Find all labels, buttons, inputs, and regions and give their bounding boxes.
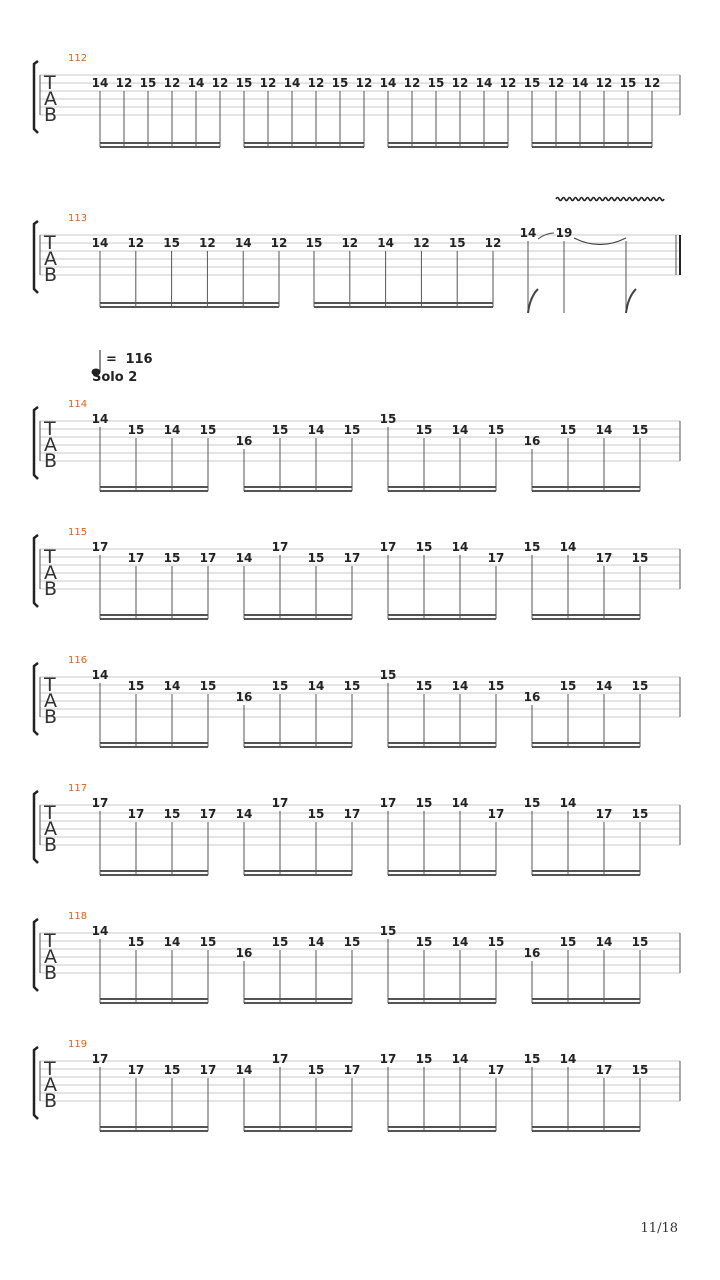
system-bracket [34,1047,38,1119]
fret-number: 14 [307,679,325,693]
staff-system [34,198,680,314]
fret-number: 15 [127,679,145,693]
fret-number: 14 [307,935,325,949]
fret-number: 14 [451,796,469,810]
fret-number: 15 [199,423,217,437]
fret-number: 15 [448,236,466,250]
fret-number: 14 [187,76,205,90]
fret-number: 14 [559,1052,577,1066]
tab-letter: A [44,562,57,584]
fret-number: 15 [343,935,361,949]
fret-number: 14 [559,796,577,810]
fret-number: 14 [451,935,469,949]
fret-number: 15 [163,236,180,250]
fret-number: 15 [271,679,289,693]
tab-letter: A [44,818,57,840]
tab-letter: A [44,946,57,968]
fret-number: 15 [523,540,541,554]
fret-number: 15 [199,679,217,693]
fret-number: 15 [487,423,505,437]
fret-number: 12 [307,76,325,90]
fret-number: 14 [234,236,252,250]
fret-number: 15 [559,679,577,693]
page-number: 11/18 [640,1221,678,1236]
tab-letter: T [44,1058,56,1080]
fret-number: 17 [91,796,109,810]
fret-number: 14 [91,236,109,250]
staff-system [34,53,680,147]
bend-slur [538,233,554,239]
tab-letter: T [44,802,56,824]
fret-number: 15 [379,924,397,938]
fret-number: 12 [547,76,565,90]
fret-number: 14 [163,679,181,693]
fret-number: 15 [487,679,505,693]
fret-number: 12 [484,236,502,250]
fret-number: 15 [631,1063,649,1077]
tab-letter: B [44,578,58,600]
tab-letter: T [44,674,56,696]
fret-number: 14 [379,76,397,90]
fret-number: 14 [559,540,577,554]
staff-system [34,527,680,619]
fret-number: 17 [271,796,289,810]
measure-number: 113 [68,213,88,224]
staff-system [34,399,680,491]
fret-number: 15 [379,412,397,426]
fret-number: 15 [619,76,637,90]
fret-number: 15 [127,423,145,437]
staff-system [34,783,680,875]
tab-letter: T [44,232,56,254]
staff-system [34,911,680,1003]
fret-number: 14 [377,236,394,250]
fret-number: 15 [427,76,445,90]
fret-number: 17 [487,807,505,821]
note-flag [528,289,538,313]
fret-number: 12 [270,236,288,250]
measure-number: 119 [68,1039,88,1050]
fret-number: 17 [595,807,613,821]
fret-number: 15 [331,76,349,90]
fret-number: 17 [379,796,397,810]
fret-number: 12 [199,236,216,250]
tab-letter: B [44,962,58,984]
fret-number: 17 [379,540,397,554]
fret-number: 12 [341,236,359,250]
fret-number: 15 [379,668,397,682]
fret-number: 17 [343,1063,361,1077]
measure-number: 116 [68,655,88,666]
fret-number: 17 [127,1063,145,1077]
fret-number: 16 [235,434,253,448]
fret-number: 15 [305,236,323,250]
fret-number: 14 [283,76,301,90]
fret-number: 12 [163,76,181,90]
fret-number: 17 [199,807,217,821]
tab-letter: T [44,418,56,440]
fret-number: 14 [475,76,493,90]
fret-number: 15 [343,423,361,437]
fret-number: 15 [631,807,649,821]
fret-number: 12 [211,76,229,90]
vibrato-mark [556,198,664,201]
fret-number: 16 [523,946,541,960]
fret-number: 14 [451,679,469,693]
fret-number: 15 [631,679,649,693]
fret-number: 17 [379,1052,397,1066]
fret-number: 14 [451,540,469,554]
fret-number: 17 [127,551,145,565]
measure-number: 115 [68,527,88,538]
fret-number: 15 [631,551,649,565]
fret-number: 15 [343,679,361,693]
fret-number: 15 [487,935,505,949]
fret-number: 15 [631,935,649,949]
section-label: Solo 2 [92,370,138,385]
fret-number: 14 [235,1063,253,1077]
fret-number: 14 [307,423,325,437]
bend-to-fret: 19 [555,226,573,240]
fret-number: 14 [595,679,613,693]
fret-number: 15 [163,1063,181,1077]
tempo-bpm: 116 [125,352,153,367]
fret-number: 14 [91,76,109,90]
tab-letter: B [44,706,58,728]
fret-number: 14 [571,76,589,90]
tab-letter: B [44,1090,58,1112]
fret-number: 14 [235,551,253,565]
measure-number: 114 [68,399,88,410]
fret-number: 15 [307,551,325,565]
fret-number: 17 [271,540,289,554]
fret-number: 15 [415,679,433,693]
fret-number: 15 [271,423,289,437]
measure-number: 118 [68,911,88,922]
fret-number: 15 [271,935,289,949]
fret-number: 12 [115,76,133,90]
fret-number: 14 [595,935,613,949]
fret-number: 16 [235,690,253,704]
fret-number: 12 [643,76,661,90]
tab-letter: A [44,248,57,270]
fret-number: 12 [451,76,469,90]
fret-number: 12 [499,76,517,90]
fret-number: 14 [451,1052,469,1066]
fret-number: 12 [127,236,145,250]
fret-number: 17 [91,540,109,554]
fret-number: 15 [559,935,577,949]
tempo-marking [92,350,153,385]
fret-number: 17 [91,1052,109,1066]
fret-number: 17 [199,1063,217,1077]
system-bracket [34,61,38,133]
tab-letter: A [44,690,57,712]
tab-letter: A [44,434,57,456]
tab-letter: A [44,1074,57,1096]
bend-from-fret: 14 [519,226,537,240]
fret-number: 14 [91,668,109,682]
fret-number: 15 [415,423,433,437]
fret-number: 15 [127,935,145,949]
fret-number: 14 [91,412,109,426]
fret-number: 17 [343,551,361,565]
tab-letter: T [44,930,56,952]
fret-number: 15 [415,935,433,949]
system-bracket [34,407,38,479]
fret-number: 12 [259,76,277,90]
fret-number: 14 [163,935,181,949]
tab-letter: A [44,88,57,110]
fret-number: 12 [403,76,421,90]
tab-letter: T [44,72,56,94]
fret-number: 14 [91,924,109,938]
tie-arc [574,238,626,245]
fret-number: 14 [163,423,181,437]
fret-number: 15 [523,796,541,810]
fret-number: 17 [595,551,613,565]
staff-system [34,655,680,747]
system-bracket [34,919,38,991]
tab-letter: T [44,546,56,568]
fret-number: 15 [415,796,433,810]
fret-number: 16 [523,690,541,704]
fret-number: 17 [127,807,145,821]
tab-letter: B [44,104,58,126]
tab-letter: B [44,834,58,856]
fret-number: 15 [235,76,253,90]
fret-number: 15 [559,423,577,437]
fret-number: 14 [451,423,469,437]
tab-letter: B [44,450,58,472]
staff-system [34,1039,680,1131]
system-bracket [34,221,38,293]
fret-number: 17 [595,1063,613,1077]
fret-number: 15 [415,540,433,554]
fret-number: 16 [523,434,541,448]
fret-number: 12 [595,76,613,90]
fret-number: 15 [415,1052,433,1066]
system-bracket [34,663,38,735]
fret-number: 15 [139,76,157,90]
tab-letter: B [44,264,58,286]
fret-number: 17 [343,807,361,821]
fret-number: 17 [487,1063,505,1077]
fret-number: 15 [631,423,649,437]
svg-text:= 116 [106,352,153,367]
fret-number: 15 [523,76,541,90]
fret-number: 15 [523,1052,541,1066]
fret-number: 15 [163,551,181,565]
fret-number: 15 [163,807,181,821]
fret-number: 12 [413,236,430,250]
measure-number: 112 [68,53,88,64]
note-flag [626,289,636,313]
fret-number: 15 [307,1063,325,1077]
fret-number: 14 [595,423,613,437]
fret-number: 16 [235,946,253,960]
system-bracket [34,535,38,607]
fret-number: 15 [199,935,217,949]
fret-number: 17 [199,551,217,565]
fret-number: 17 [487,551,505,565]
measure-number: 117 [68,783,88,794]
tempo-prefix: = [106,352,117,367]
fret-number: 17 [271,1052,289,1066]
fret-number: 14 [235,807,253,821]
fret-number: 15 [307,807,325,821]
fret-number: 12 [355,76,373,90]
system-bracket [34,791,38,863]
